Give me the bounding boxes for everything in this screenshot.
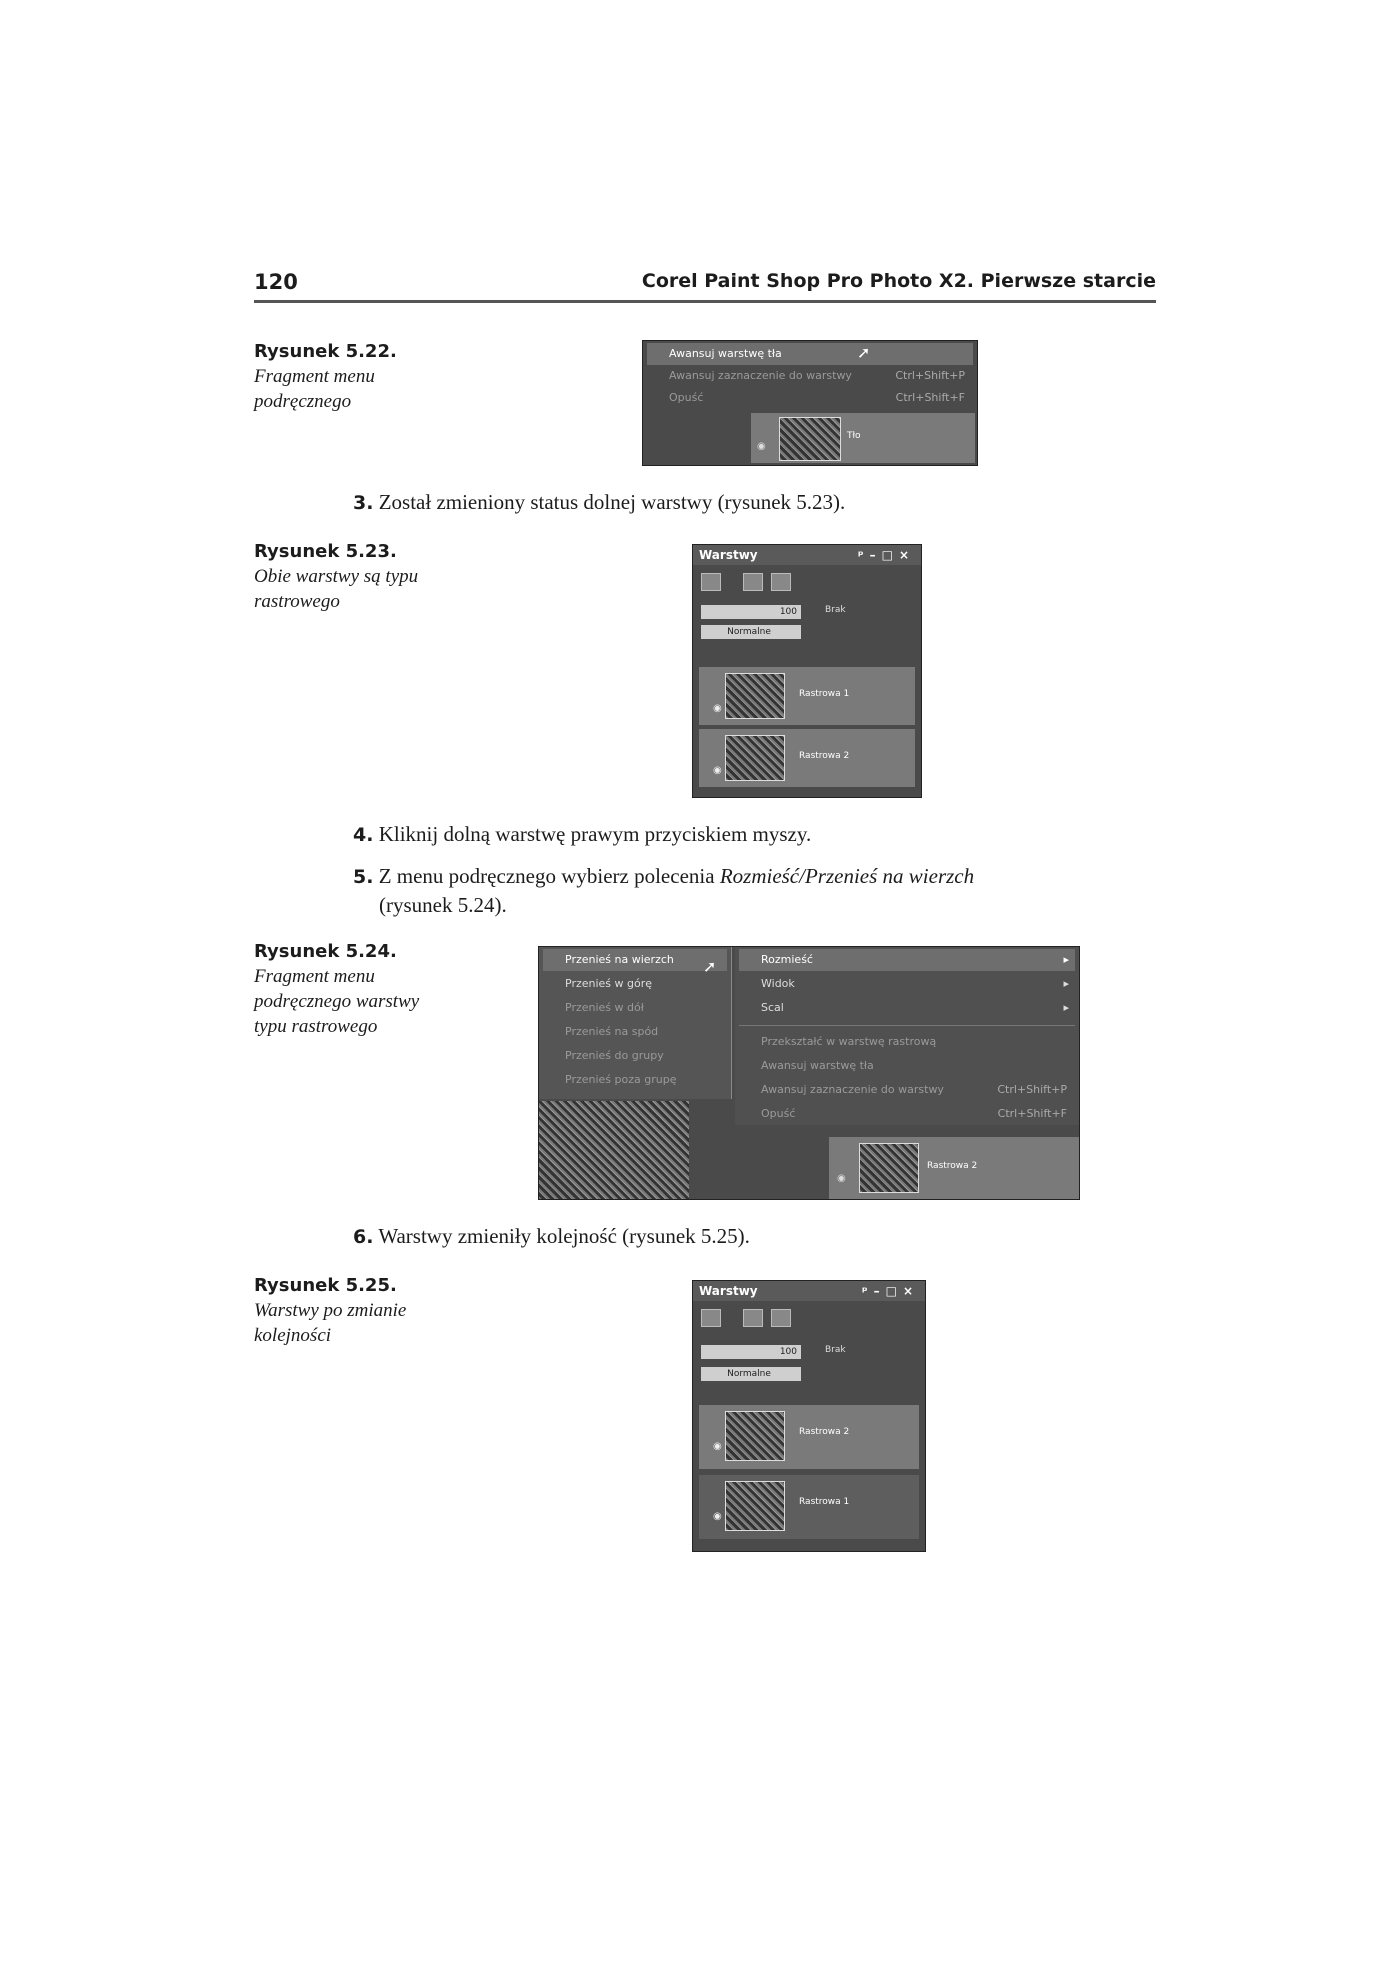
eye-icon[interactable]: ◉	[837, 1173, 846, 1184]
caption-line: Warstwy po zmianie	[254, 1300, 407, 1321]
step-6: 6. Warstwy zmieniły kolejność (rysunek 5.25).	[353, 1224, 750, 1248]
menu-item[interactable]: Awansuj warstwę tła	[647, 343, 973, 365]
figure-label: Rysunek 5.24.	[254, 941, 397, 962]
figure-caption-5-22	[254, 340, 464, 414]
eye-icon[interactable]: ◉	[757, 441, 766, 452]
caption-line: Obie warstwy są typu	[254, 566, 419, 587]
caption-line: podręcznego warstwy	[254, 991, 420, 1012]
figure-caption-5-23	[254, 540, 464, 614]
cursor-icon: ➚	[857, 343, 871, 362]
layer-name: Rastrowa 1	[799, 689, 850, 699]
screenshot-5-22	[642, 340, 978, 466]
menu-item[interactable]: Przekształć w warstwę rastrową	[761, 1035, 937, 1048]
layer-row[interactable]	[751, 413, 975, 463]
menu-item[interactable]: Rozmieść ▸	[739, 949, 1075, 971]
blend-mode-select[interactable]: Normalne	[701, 625, 801, 639]
new-layer-icon[interactable]	[701, 1309, 721, 1327]
step-4: 4. Kliknij dolną warstwę prawym przyciskiem myszy.	[353, 822, 812, 846]
menu-item[interactable]: Awansuj zaznaczenie do warstwy Ctrl+Shift+P	[761, 1083, 1067, 1096]
chevron-right-icon: ▸	[1063, 1001, 1069, 1014]
mask-label: Brak	[825, 1345, 846, 1355]
menu-item[interactable]: Przenieś na spód	[565, 1025, 659, 1038]
chevron-right-icon: ▸	[1063, 977, 1069, 990]
panel-title: Warstwy ᵖ–□×	[693, 1281, 925, 1301]
layers-panel-5-23	[692, 544, 922, 798]
window-controls[interactable]: ᵖ–□×	[857, 548, 915, 562]
eye-icon[interactable]: ◉	[713, 703, 722, 714]
eye-icon[interactable]: ◉	[713, 1511, 722, 1522]
layer-name: Rastrowa 1	[799, 1497, 850, 1507]
menu-item[interactable]: Przenieś na wierzch	[543, 949, 727, 971]
layer-thumbnail	[725, 673, 785, 719]
layer-thumbnail	[859, 1143, 919, 1193]
delete-layer-icon[interactable]	[743, 1309, 763, 1327]
context-menu	[735, 947, 1079, 1125]
layer-row[interactable]	[699, 667, 915, 725]
screenshot-5-24	[538, 946, 1080, 1200]
layer-thumbnail	[725, 1481, 785, 1531]
header-rule	[254, 300, 1156, 303]
opacity-field[interactable]: 100	[701, 1345, 801, 1359]
menu-item[interactable]: Opuść Ctrl+Shift+F	[669, 391, 965, 404]
layer-row[interactable]	[699, 729, 915, 787]
step-3: 3. Został zmieniony status dolnej warstwy (rysunek 5.23).	[353, 490, 846, 514]
step-5: 5. Z menu podręcznego wybierz polecenia Rozmieść/Przenieś na wierzch (rysunek 5.24).	[353, 864, 975, 917]
figure-label: Rysunek 5.23.	[254, 541, 397, 562]
figure-label: Rysunek 5.22.	[254, 341, 397, 362]
effects-icon[interactable]	[771, 1309, 791, 1327]
layers-panel-5-25	[692, 1280, 926, 1552]
layer-thumbnail	[779, 417, 841, 461]
figure-label: Rysunek 5.25.	[254, 1275, 397, 1296]
caption-line: Fragment menu	[254, 966, 375, 987]
menu-separator	[739, 1025, 1075, 1026]
menu-item[interactable]: Scal ▸	[739, 997, 1075, 1019]
layer-thumbnail	[725, 735, 785, 781]
layer-name: Rastrowa 2	[927, 1161, 978, 1171]
background-image	[539, 1101, 689, 1199]
eye-icon[interactable]: ◉	[713, 765, 722, 776]
menu-item[interactable]: Awansuj zaznaczenie do warstwy Ctrl+Shift+P	[669, 369, 965, 382]
menu-item[interactable]: Opuść Ctrl+Shift+F	[761, 1107, 1067, 1120]
layer-row[interactable]	[699, 1475, 919, 1539]
opacity-field[interactable]: 100	[701, 605, 801, 619]
eye-icon[interactable]: ◉	[713, 1441, 722, 1452]
caption-line: kolejności	[254, 1325, 332, 1346]
caption-line: podręcznego	[254, 391, 352, 412]
caption-line: rastrowego	[254, 591, 340, 612]
layer-row[interactable]	[699, 1405, 919, 1469]
layer-thumbnail	[725, 1411, 785, 1461]
page-number: 120	[254, 270, 298, 294]
caption-line: typu rastrowego	[254, 1016, 378, 1037]
book-title: Corel Paint Shop Pro Photo X2. Pierwsze starcie	[641, 270, 1156, 292]
caption-line: Fragment menu	[254, 366, 375, 387]
chevron-right-icon: ▸	[1063, 953, 1069, 966]
effects-icon[interactable]	[771, 573, 791, 591]
layer-name: Rastrowa 2	[799, 1427, 850, 1437]
running-header	[254, 266, 1156, 302]
panel-title: Warstwy ᵖ–□×	[693, 545, 921, 565]
mask-label: Brak	[825, 605, 846, 615]
layer-row[interactable]	[829, 1137, 1079, 1199]
figure-caption-5-24	[254, 940, 464, 1039]
blend-mode-select[interactable]: Normalne	[701, 1367, 801, 1381]
delete-layer-icon[interactable]	[743, 573, 763, 591]
menu-item[interactable]: Przenieś poza grupę	[565, 1073, 677, 1086]
menu-item[interactable]: Przenieś do grupy	[565, 1049, 664, 1062]
menu-item[interactable]: Przenieś w górę	[565, 977, 653, 990]
menu-item[interactable]: Widok ▸	[739, 973, 1075, 995]
layer-name: Tło	[847, 431, 861, 441]
new-layer-icon[interactable]	[701, 573, 721, 591]
window-controls[interactable]: ᵖ–□×	[861, 1284, 919, 1298]
menu-item[interactable]: Awansuj warstwę tła	[761, 1059, 874, 1072]
menu-item[interactable]: Przenieś w dół	[565, 1001, 644, 1014]
layer-name: Rastrowa 2	[799, 751, 850, 761]
cursor-icon: ➚	[703, 957, 717, 976]
figure-caption-5-25	[254, 1274, 464, 1348]
